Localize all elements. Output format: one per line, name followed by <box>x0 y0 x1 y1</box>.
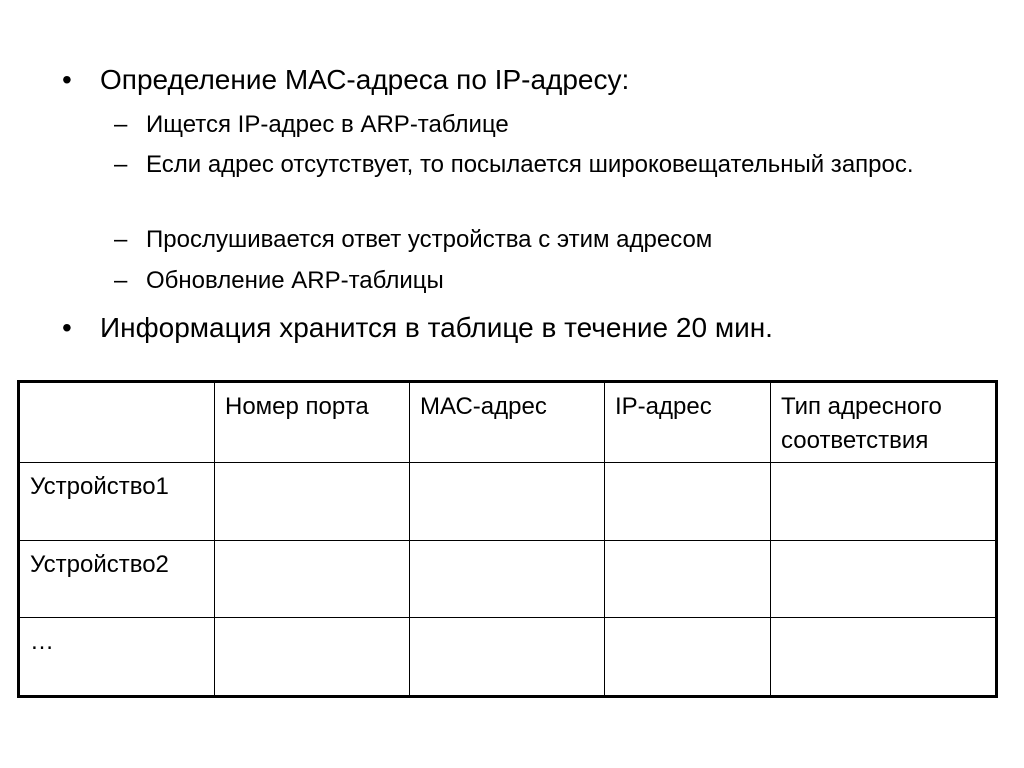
table-cell <box>410 463 605 541</box>
table-cell <box>410 618 605 696</box>
dash-marker: – <box>114 111 128 138</box>
dash-marker: – <box>114 267 128 294</box>
table-cell <box>605 618 771 696</box>
table-cell <box>410 541 605 618</box>
table-cell <box>771 541 996 618</box>
table-cell <box>215 463 410 541</box>
header-cell: МАС-адрес <box>410 383 605 463</box>
bullet-marker: • <box>62 312 72 343</box>
dash-marker: – <box>114 151 128 178</box>
header-cell: Номер порта <box>215 383 410 463</box>
bullet-text: Определение МАС-адреса по IP-адресу: <box>100 64 630 95</box>
sub-bullet-text: Прослушивается ответ устройства с этим адресом <box>146 226 713 253</box>
header-cell: Тип адресного соответствия <box>771 383 996 463</box>
table-row <box>20 541 996 618</box>
bullet-text: Информация хранится в таблице в течение 20 мин. <box>100 312 773 343</box>
table-cell <box>605 463 771 541</box>
sub-bullet-text: Ищется IP-адрес в ARP-таблице <box>146 111 509 138</box>
table-cell <box>215 618 410 696</box>
table-cell <box>771 618 996 696</box>
table-header-row <box>20 383 996 463</box>
table-cell: Устройство2 <box>20 541 215 618</box>
table-cell <box>215 541 410 618</box>
header-cell: IP-адрес <box>605 383 771 463</box>
arp-table <box>19 382 996 696</box>
table-cell: Устройство1 <box>20 463 215 541</box>
table-cell: … <box>20 618 215 696</box>
header-cell <box>20 383 215 463</box>
table-cell <box>605 541 771 618</box>
table-cell <box>771 463 996 541</box>
bullet-marker: • <box>62 64 72 95</box>
table-row <box>20 463 996 541</box>
dash-marker: – <box>114 226 128 253</box>
table-row <box>20 618 996 696</box>
sub-bullet-text: Если адрес отсутствует, то посылается широковещательный запрос. <box>146 151 914 178</box>
sub-bullet-text: Обновление ARP-таблицы <box>146 267 444 294</box>
